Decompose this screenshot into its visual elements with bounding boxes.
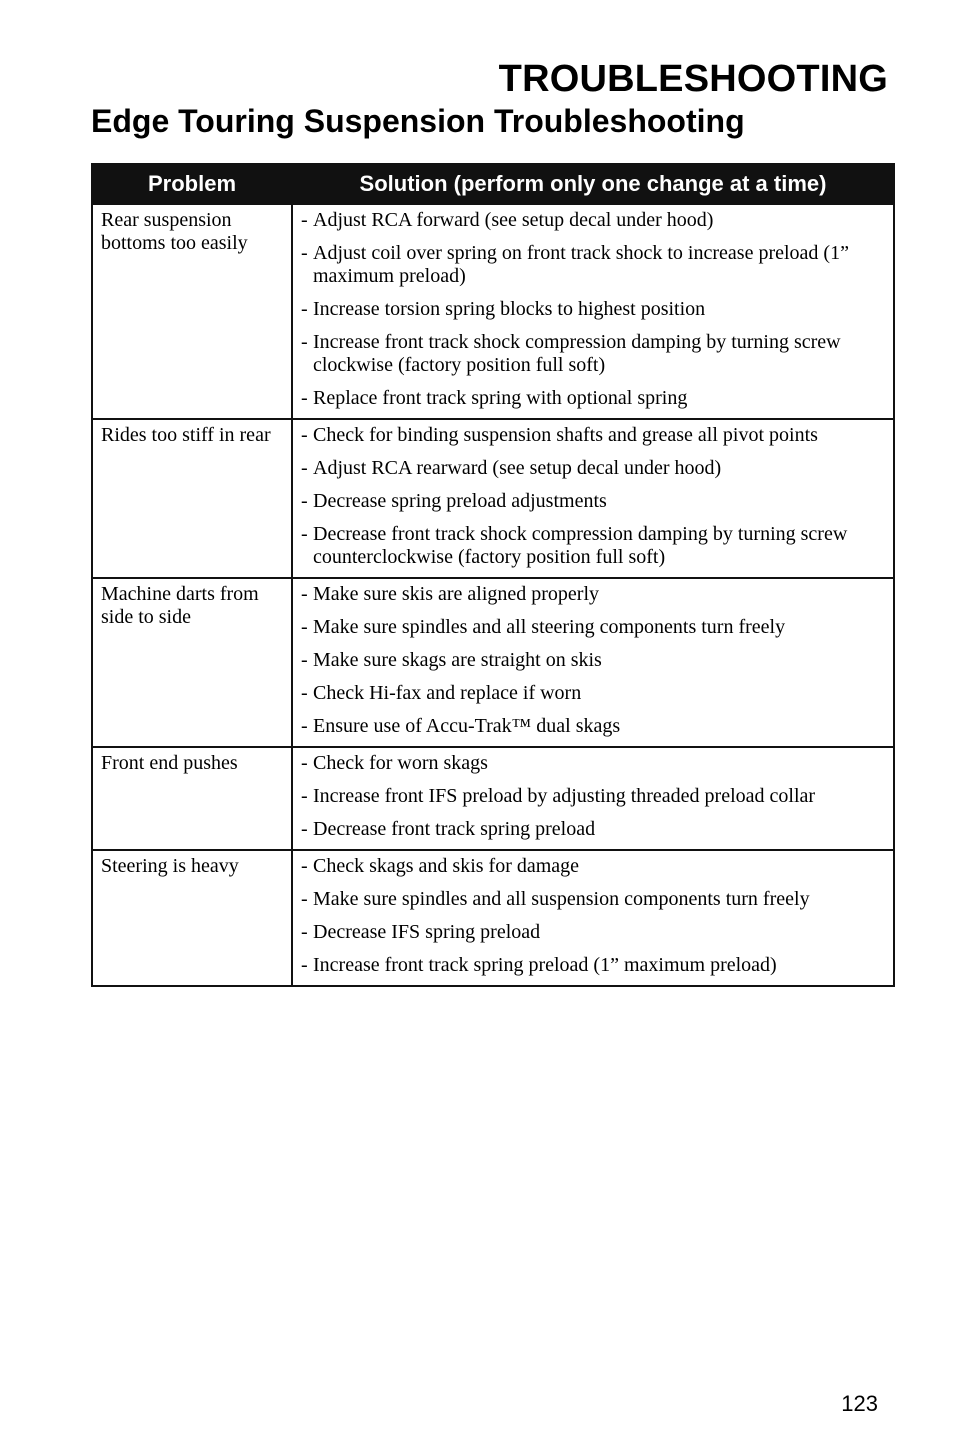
solution-cell [292,419,894,578]
solution-item: - Check for worn skags [301,752,887,775]
solution-item: - Increase front IFS preload by adjusting threaded preload collar [301,785,887,808]
solution-item: - Decrease spring preload adjustments [301,490,887,513]
page-title: Edge Touring Suspension Troubleshooting [91,103,745,139]
solution-item: - Make sure spindles and all suspension components turn freely [301,888,887,911]
table-row [92,419,894,578]
solution-item: - Check skags and skis for damage [301,855,887,878]
column-header-solution: Solution (perform only one change at a time) [292,164,894,204]
solution-item: - Increase front track shock compression damping by turning screw clockwise (factory position full soft) [301,331,887,377]
solution-item: - Adjust RCA rearward (see setup decal under hood) [301,457,887,480]
solution-cell [292,204,894,419]
problem-cell: Rides too stiff in rear [92,419,292,578]
solution-cell [292,850,894,986]
table-row [92,578,894,747]
solution-item: - Make sure skis are aligned properly [301,583,887,606]
problem-cell: Rear suspension bottoms too easily [92,204,292,419]
solution-list [301,583,887,738]
table-row [92,747,894,850]
section-title: TROUBLESHOOTING [498,58,888,100]
solution-list [301,855,887,977]
troubleshooting-table [91,163,895,987]
solution-item: - Adjust coil over spring on front track shock to increase preload (1” maximum preload) [301,242,887,288]
table-header [92,164,894,204]
page-number: 123 [841,1391,878,1416]
solution-item: - Decrease front track spring preload [301,818,887,841]
problem-cell: Front end pushes [92,747,292,850]
table-row [92,850,894,986]
solution-item: - Check for binding suspension shafts and grease all pivot points [301,424,887,447]
solution-item: - Ensure use of Accu-Trak™ dual skags [301,715,887,738]
solution-item: - Increase torsion spring blocks to highest position [301,298,887,321]
problem-cell: Machine darts from side to side [92,578,292,747]
solution-list [301,209,887,410]
solution-item: - Make sure skags are straight on skis [301,649,887,672]
column-header-problem: Problem [92,164,292,204]
table-header-row [92,164,894,204]
solution-cell [292,747,894,850]
solution-item: - Increase front track spring preload (1” maximum preload) [301,954,887,977]
solution-list [301,424,887,569]
table-row [92,204,894,419]
solution-item: - Check Hi-fax and replace if worn [301,682,887,705]
solution-item: - Adjust RCA forward (see setup decal under hood) [301,209,887,232]
solution-item: - Decrease front track shock compression damping by turning screw counterclockwise (factory position full soft) [301,523,887,569]
solution-item: - Decrease IFS spring preload [301,921,887,944]
solution-list [301,752,887,841]
solution-item: - Replace front track spring with optional spring [301,387,887,410]
table-body [92,204,894,986]
problem-cell: Steering is heavy [92,850,292,986]
solution-item: - Make sure spindles and all steering components turn freely [301,616,887,639]
solution-cell [292,578,894,747]
